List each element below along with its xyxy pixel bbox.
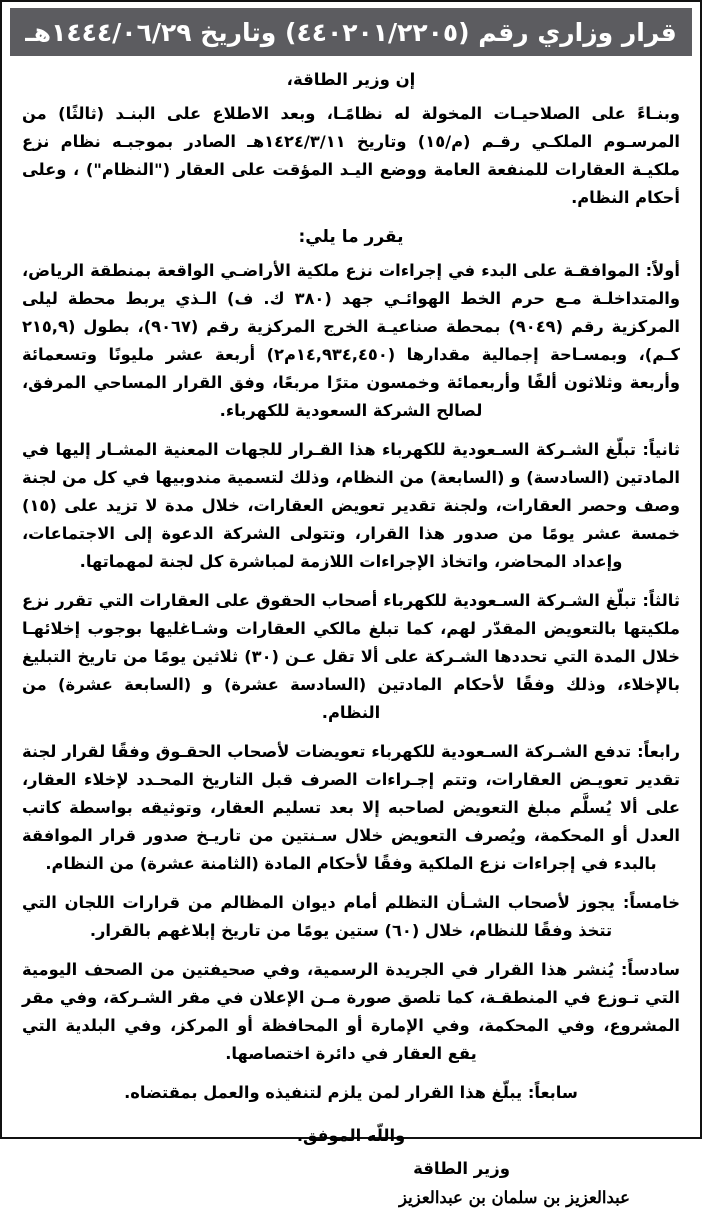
clause-fifth: [22, 889, 680, 945]
clause-text-second: تبلّغ الشـركة السـعودية للكهرباء هذا القـرار للجهات المعنية المشـار إليها في المادتين (السادسة) و (السابعة) من النظام، وذلك لتسمية مندوبيها في كل من لجنة وصف وحصر العقارات، ولجنة تقدير تعويض العقارات، خلال مدة لا تزيد على (١٥) خمسة عشر يومًا من صدور هذا القرار، وتتولى الشركة الدعوة إلى الاجتماعات، وإعداد المحاضر، واتخاذ الإجراءات اللازمة لمباشرة كل لجنة لمهماتها.: [22, 439, 680, 571]
clause-text-third: تبلّغ الشـركة السـعودية للكهرباء أصحاب الحقوق على العقارات التي تقرر نزع ملكيتها بالتعويض المقدّر لهم، كما تبلغ مالكي العقارات وشـاغليها بوجوب إخلائهـا خلال المدة التي تحددها الشـركة على ألا تقل عـن (٣٠) ثلاثين يومًا من تاريخ التبليغ بالإخلاء، وذلك وفقًا لأحكام المادتين (السادسة عشرة) و (السابعة عشرة) من النظام.: [22, 590, 680, 723]
signature-block: [22, 1159, 680, 1207]
clause-label-fourth: رابعاً:: [637, 742, 681, 762]
opening-line: إن وزير الطاقة،: [286, 70, 416, 89]
signature-role: وزير الطاقة: [413, 1159, 510, 1179]
clause-third: [22, 587, 680, 727]
clause-label-third: ثالثاً:: [642, 590, 681, 610]
clause-label-fifth: خامساً:: [622, 893, 681, 913]
decision-header-title: قرار وزاري رقم (٤٤٠٢٠١/٢٢٠٥) وتاريخ ١٤٤٤/٠٦/٢٩هـ: [25, 17, 677, 47]
decides-label: يقرر ما يلي:: [298, 226, 404, 247]
document-body: [2, 56, 700, 1213]
clause-text-fifth: يجوز لأصحاب الشـأن التظلم أمام ديوان المظالم من قرارات اللجان التي تتخذ وفقًا للنظام، خلال (٦٠) ستين يومًا من تاريخ إبلاغهم بالقرار.: [22, 893, 616, 941]
clause-sixth: [22, 956, 680, 1068]
closing-line: واللّه الموفق.: [296, 1126, 406, 1146]
clause-text-first: الموافقـة على البدء في إجراءات نزع ملكية الأراضـي الواقعة بمنطقة الرياض، والمتداخلـة مـع حرم الخط الهوائـي جهد (٣٨٠ ك. ف) الـذي يربط محطة ليلى المركزية رقم (٩٠٤٩) بمحطة صناعيـة الخرج المركزية رقم (٩٠٦٧)، بطول (٢١٥,٩ كـم)، وبمسـاحة إجمالية مقدارها (١٤,٩٣٤,٤٥٠م٢) أربعة عشر مليونًا وتسعمائة وأربعة وثلاثون ألفًا وأربعمائة وخمسون مترًا مربعًا، وفق القرار المساحي المرفق، لصالح الشركة السعودية للكهرباء.: [22, 260, 680, 420]
clause-text-fourth: تدفع الشـركة السـعودية للكهرباء تعويضات لأصحاب الحقـوق وفقًا لقرار لجنة تقدير تعويـض العقارات، وتتم إجـراءات الصرف قبل التاريخ المحـدد لإخلاء العقار، على ألا يُسلَّم مبلغ التعويض لصاحبه إلا بعد تسليم العقار، وتوثيقه بواسطة كاتب العدل أو المحكمة، ويُصرف التعويض خلال سـنتين من تاريـخ صدور قرار الموافقة بالبدء في إجراءات نزع الملكية وفقًا لأحكام المادة (الثامنة عشرة) من النظام.: [22, 742, 680, 874]
clause-text-seventh: يبلّغ هذا القرار لمن يلزم لتنفيذه والعمل بمقتضاه.: [124, 1083, 523, 1103]
clause-second: [22, 436, 680, 576]
clause-text-sixth: يُنشر هذا القرار في الجريدة الرسمية، وفي صحيفتين من الصحف اليومية التي تـوزع في المنطقـة، كما تلصق صورة مـن الإعلان في مقر الشـركة، وفي مقر المشروع، وفي المحكمة، وفي الإمارة أو المحافظة أو المركز، وفي البلدية التي يقع العقار في دائرة اختصاصها.: [22, 960, 680, 1064]
signature-name: عبدالعزيز بن سلمان بن عبدالعزيز: [399, 1188, 630, 1208]
clause-seventh: [22, 1079, 680, 1107]
clause-label-second: ثانياً:: [642, 439, 680, 459]
clause-label-sixth: سادساً:: [620, 960, 680, 980]
clause-fourth: [22, 738, 680, 878]
clause-label-first: أولاً:: [645, 260, 680, 280]
clause-first: [22, 257, 680, 425]
preamble-paragraph: وبنـاءً على الصلاحيـات المخولة له نظامًـا، وبعد الاطلاع على البنـد (ثالثًا) من المرسـوم الملكـي رقـم (م/١٥) وتاريخ ١٤٢٤/٣/١١هـ الصادر بموجبـه نظام نزع ملكيـة العقارات للمنفعة العامة ووضع اليـد المؤقت على العقار ("النظام") ، وعلى أحكام النظام.: [22, 103, 680, 207]
decision-header-bar: [10, 8, 692, 56]
clause-label-seventh: سابعاً:: [527, 1083, 578, 1103]
